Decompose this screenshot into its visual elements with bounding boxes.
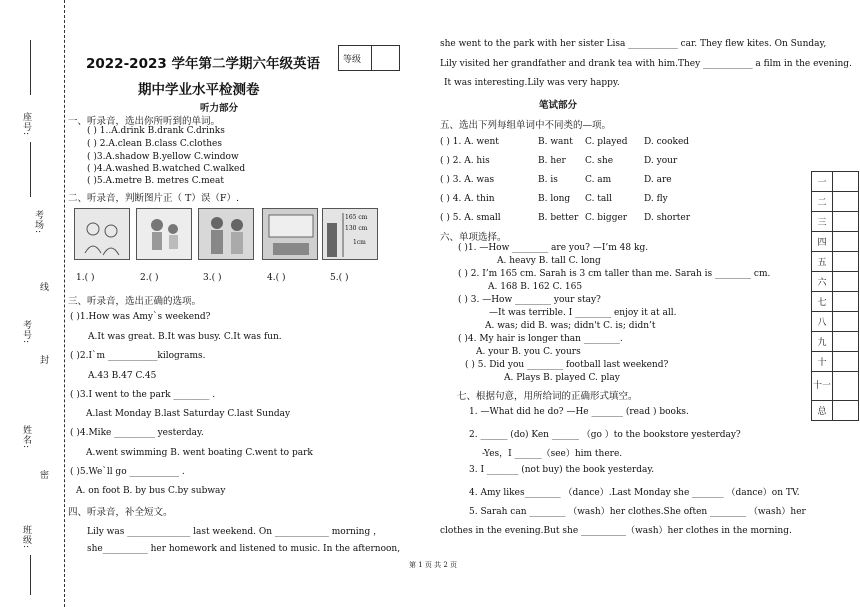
s4-line: she__________ her homework and listened to music. In the afternoon,: [87, 544, 401, 554]
picture-5-image: [322, 208, 378, 260]
score-row: [812, 192, 859, 212]
s5-option-b: B. long: [538, 194, 571, 204]
s2-answer: 2.( ): [140, 273, 159, 283]
s6-line: ( )4. My hair is longer than ________.: [458, 334, 623, 344]
section1-title: 一、听录音，选出你所听到的单词。: [68, 116, 221, 127]
s5-option-d: D. cooked: [644, 137, 690, 147]
seat-label: 座号:: [21, 112, 31, 137]
section5-title: 五、选出下列每组单词中不同类的—项。: [440, 120, 612, 131]
s2-answer: 4.( ): [267, 273, 286, 283]
picture-5-label: 130 cm: [345, 225, 368, 232]
written-heading: 笔试部分: [539, 100, 578, 111]
s5-option-c: C. bigger: [585, 213, 628, 223]
picture-4-image: [262, 208, 318, 260]
section6-title: 六、单项选择。: [440, 232, 507, 243]
s4-line: she went to the park with her sister Lisa ___________ car. They flew kites. On Sunday,: [440, 39, 827, 49]
score-row-label: 四: [812, 232, 833, 252]
score-row-label: 七: [812, 292, 833, 312]
score-table: [811, 171, 859, 421]
score-row-label: 五: [812, 252, 833, 272]
s5-option-d: D. fly: [644, 194, 668, 204]
exam-title-line2: 期中学业水平检测卷: [138, 82, 260, 98]
s2-answer: 5.( ): [330, 273, 349, 283]
s1-item: ( )3.A.shadow B.yellow C.window: [87, 152, 239, 162]
section2-title: 二、听录音，判断图片正（ T）误（F）.: [68, 193, 239, 204]
s1-item: ( ) 2.A.clean B.class C.clothes: [87, 139, 222, 149]
s3-options: A.went swimming B. went boating C.went to park: [86, 448, 313, 458]
s5-option-b: B. is: [538, 175, 558, 185]
s7-line: 3. I _______ (not buy) the book yesterday.: [469, 465, 655, 475]
s7-line: 5. Sarah can ________ （wash）her clothes.She often ________ （wash）her: [469, 507, 806, 517]
margin-line-seat: [30, 142, 31, 197]
s3-options: A.last Monday B.last Saturday C.last Sunday: [86, 409, 291, 419]
picture-3-image: [198, 208, 254, 260]
s5-option-d: D. are: [644, 175, 672, 185]
score-row: [812, 401, 859, 421]
section7-title: 七、根据句意，用所给词的正确形式填空。: [457, 391, 638, 402]
margin-line-top: [30, 40, 31, 95]
dense-label: 密: [38, 470, 48, 480]
s5-option-c: C. she: [585, 156, 614, 166]
score-row-label: 三: [812, 212, 833, 232]
s6-line: A. your B. you C. yours: [476, 347, 581, 357]
s6-line: ( ) 2. I’m 165 cm. Sarah is 3 cm taller than me. Sarah is ________ cm.: [458, 269, 771, 279]
score-row-label: 十一: [812, 372, 833, 401]
s6-line: A. 168 B. 162 C. 165: [488, 282, 583, 292]
grade-box: [338, 45, 400, 71]
s5-option-b: B. better: [538, 213, 579, 223]
s5-item: ( ) 1. A. went: [440, 137, 499, 147]
s5-option-b: B. her: [538, 156, 566, 166]
s4-line: Lily visited her grandfather and drank tea with him.They ___________ a film in the evening.: [440, 59, 852, 69]
s5-option-c: C. am: [585, 175, 612, 185]
s5-item: ( ) 3. A. was: [440, 175, 495, 185]
picture-2-image: [136, 208, 192, 260]
s3-options: A.It was great. B.It was busy. C.It was fun.: [88, 332, 282, 342]
s4-line: Lily was ______________ last weekend. On ____________ morning ，: [87, 527, 383, 537]
s5-option-c: C. tall: [585, 194, 613, 204]
score-row: [812, 232, 859, 252]
s7-line: 2. ______ (do) Ken ______ （go ）to the bookstore yesterday?: [469, 430, 741, 440]
s5-item: ( ) 4. A. thin: [440, 194, 495, 204]
line-label: 线: [38, 282, 48, 292]
s3-question: ( )3.I went to the park ________ .: [70, 390, 216, 400]
s7-line: 1. —What did he do? —He _______ (read ) books.: [469, 407, 689, 417]
picture-5-label: 165 cm: [345, 214, 368, 221]
s3-question: ( )5.We`ll go ___________ .: [70, 467, 185, 477]
grade-box-label: 等级: [343, 55, 362, 65]
s5-option-b: B. want: [538, 137, 573, 147]
score-row: [812, 212, 859, 232]
s3-question: ( )2.I`m ___________kilograms.: [70, 351, 206, 361]
score-row: [812, 372, 859, 401]
s2-answer: 3.( ): [203, 273, 222, 283]
score-row: [812, 172, 859, 192]
s3-options: A.43 B.47 C.45: [88, 371, 157, 381]
s1-item: ( )5.A.metre B. metres C.meat: [87, 176, 224, 186]
s7-line: -Yes，I ______（see）him there.: [482, 449, 623, 459]
s6-line: A. heavy B. tall C. long: [497, 256, 601, 266]
s1-item: ( ) 1..A.drink B.drank C.drinks: [87, 126, 225, 136]
score-row: [812, 272, 859, 292]
s6-line: —It was terrible. I ________ enjoy it at all.: [489, 308, 677, 318]
score-row: [812, 252, 859, 272]
seal-label: 封: [38, 355, 48, 365]
section4-title: 四、听录音，补全短文。: [68, 507, 173, 518]
s5-option-c: C. played: [585, 137, 628, 147]
s3-question: ( )1.How was Amy`s weekend?: [70, 312, 211, 322]
page-footer: 第 1 页 共 2 页: [409, 561, 458, 569]
score-row-label: 六: [812, 272, 833, 292]
s3-options: A. on foot B. by bus C.by subway: [76, 486, 226, 496]
room-label: 考场:: [33, 210, 43, 235]
s6-line: A. was; did B. was; didn't C. is; didn’t: [485, 321, 656, 331]
s4-line: It was interesting.Lily was very happy.: [444, 78, 620, 88]
picture-1-image: [74, 208, 130, 260]
name-label: 姓名:: [21, 425, 31, 450]
s6-line: ( )1. —How ________ are you? —I’m 48 kg.: [458, 243, 649, 253]
score-row: [812, 332, 859, 352]
class-label: 班级:: [21, 525, 31, 550]
listening-heading: 听力部分: [200, 103, 239, 114]
score-row-label: 九: [812, 332, 833, 352]
exam-no-label: 考号:: [21, 320, 31, 345]
score-row: [812, 312, 859, 332]
s7-line: clothes in the evening.But she __________（wash）her clothes in the morning.: [440, 526, 792, 536]
score-row-label: 一: [812, 172, 833, 192]
s6-line: A. Plays B. played C. play: [504, 373, 620, 383]
picture-5-label: 1cm: [353, 239, 366, 246]
section3-title: 三、听录音，选出正确的选项。: [68, 296, 202, 307]
s1-item: ( )4.A.washed B.watched C.walked: [87, 164, 246, 174]
s5-option-d: D. shorter: [644, 213, 690, 223]
score-row: [812, 292, 859, 312]
s7-line: 4. Amy likes________ （dance）.Last Monday she _______ （dance）on TV.: [469, 488, 800, 498]
score-row-label: 十: [812, 352, 833, 372]
s6-line: ( ) 5. Did you ________ football last weekend?: [465, 360, 669, 370]
score-row-label: 八: [812, 312, 833, 332]
s5-item: ( ) 5. A. small: [440, 213, 501, 223]
binding-dashed-line: [64, 0, 65, 607]
s5-item: ( ) 2. A. his: [440, 156, 490, 166]
s6-line: ( ) 3. —How ________ your stay?: [458, 295, 601, 305]
margin-line-bottom: [30, 555, 31, 595]
score-row: [812, 352, 859, 372]
s5-option-d: D. your: [644, 156, 678, 166]
s2-answer: 1.( ): [76, 273, 95, 283]
exam-title-line1: 2022-2023 学年第二学期六年级英语: [86, 56, 320, 72]
score-row-label: 总: [812, 401, 833, 421]
score-row-label: 二: [812, 192, 833, 212]
s3-question: ( )4.Mike _________ yesterday.: [70, 428, 204, 438]
